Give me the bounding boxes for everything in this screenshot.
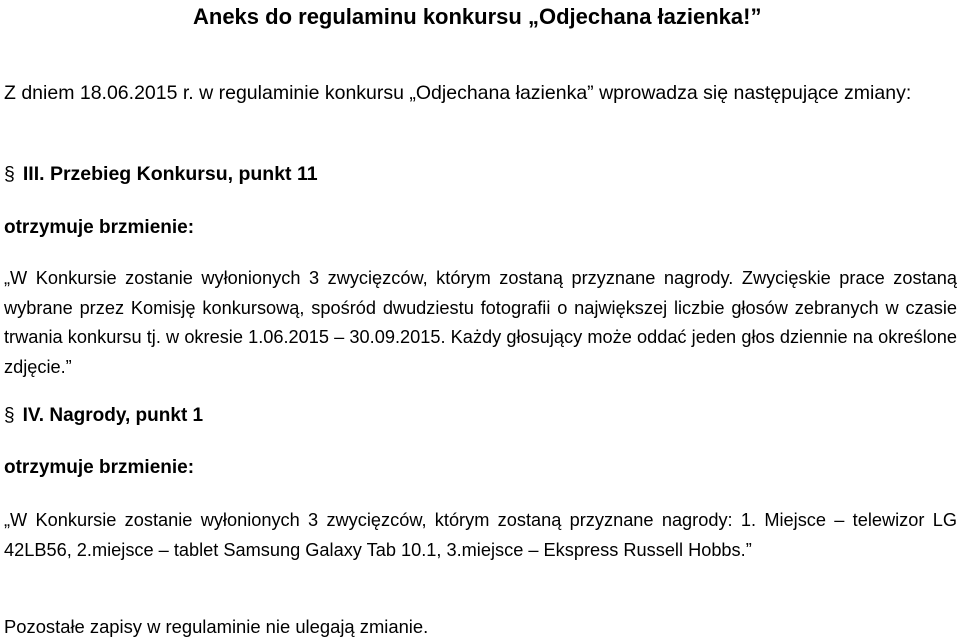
amendment-text: „W Konkursie zostanie wyłonionych 3 zwycięzców, którym zostaną przyznane nagrody. Zwycięskie prace zostaną wybrane przez Komisję konkursową, spośród dwudziestu fotografii o największej liczbie głosów zebranych w czasie trwania konkursu tj. w okresie 1.06.2015 – 30.09.2015. Każdy głosujący może oddać jeden głos dziennie na określone zdjęcie.” bbox=[4, 268, 957, 377]
section-heading-iii bbox=[4, 162, 318, 186]
section-heading-iv bbox=[4, 404, 203, 428]
amendment-text: „W Konkursie zostanie wyłonionych 3 zwycięzców, którym zostaną przyznane nagrody: 1. Miejsce – telewizor LG 42LB56, 2.miejsce – tablet Samsung Galaxy Tab 10.1, 3.miejsce – Ekspress Russell Hobbs.” bbox=[4, 510, 957, 560]
intro-paragraph: Z dniem 18.06.2015 r. w regulaminie konkursu „Odjechana łazienka” wprowadza się następujące zmiany: bbox=[4, 82, 912, 104]
document-title: Aneks do regulaminu konkursu „Odjechana łazienka!” bbox=[193, 4, 762, 29]
section-heading-text: III. Przebieg Konkursu, punkt 11 bbox=[22, 163, 318, 185]
closing-note: Pozostałe zapisy w regulaminie nie ulegają zmianie. bbox=[4, 616, 429, 637]
amendment-label: otrzymuje brzmienie: bbox=[4, 217, 195, 238]
section-heading-text: IV. Nagrody, punkt 1 bbox=[22, 405, 204, 426]
section-symbol: § bbox=[4, 405, 15, 426]
amendment-label: otrzymuje brzmienie: bbox=[4, 457, 195, 478]
section-symbol: § bbox=[4, 163, 15, 185]
